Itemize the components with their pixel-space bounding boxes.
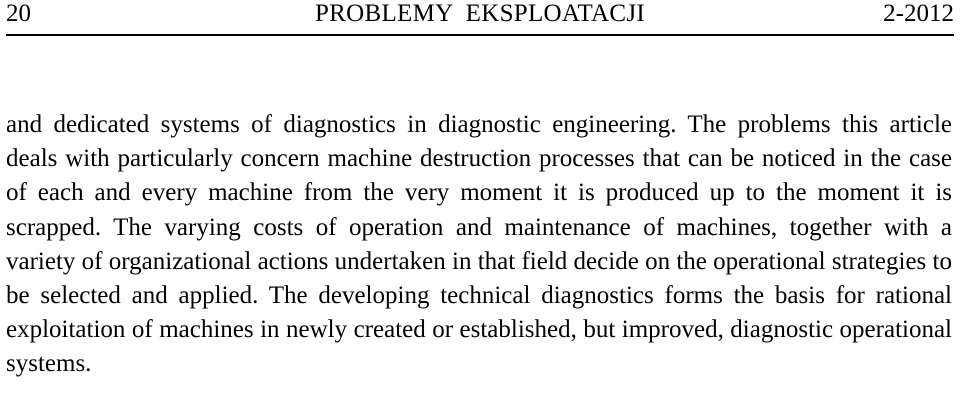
journal-title: PROBLEMY EKSPLOATACJI	[314, 0, 646, 27]
page-number: 20	[6, 0, 31, 27]
running-head	[6, 0, 954, 36]
issue-number: 2-2012	[883, 0, 954, 27]
body-paragraph: and dedicated systems of diagnostics in diagnostic engineering. The problems this article deals with particularly concern machine destruction processes that can be noticed in the case of each and every machine from the very moment it is produced up to the moment it is scrapped. The varying costs of operation and maintenance of machines, together with a variety of organizational actions undertaken in that field decide on the operational strategies to be selected and applied. The developing technical diagnostics forms the basis for rational exploitation of machines in newly created or established, but improved, diagnostic operational systems.	[6, 111, 952, 378]
